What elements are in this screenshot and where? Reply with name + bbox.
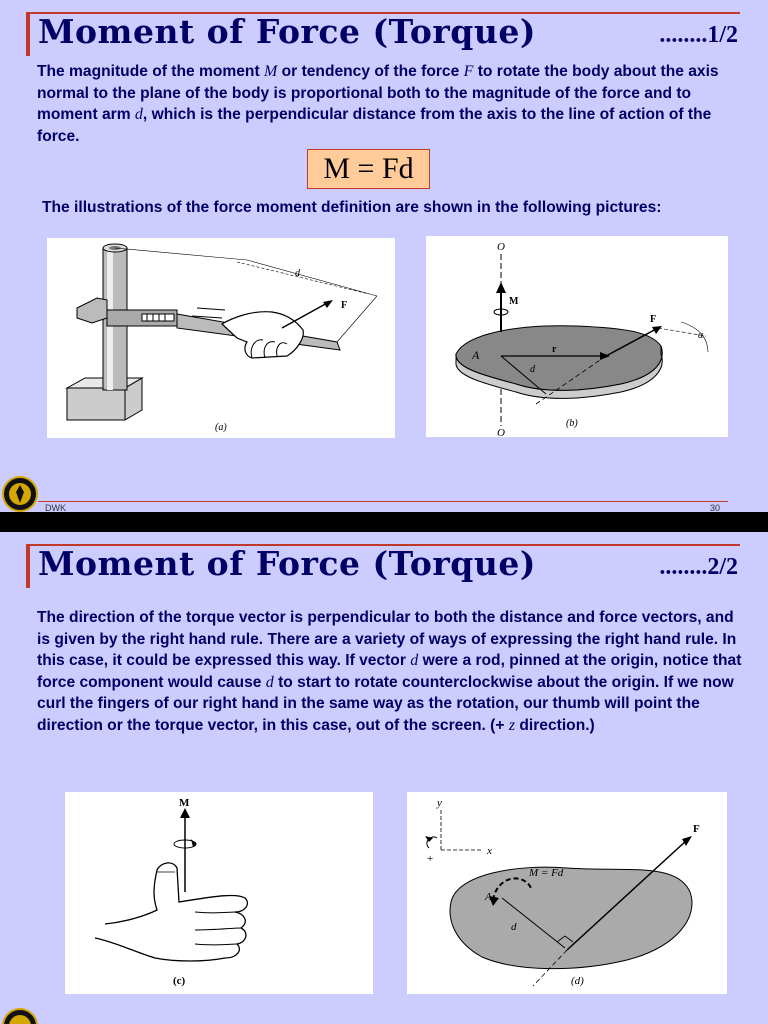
figure-d-label-mfd: M = Fd — [529, 867, 564, 879]
figure-c-label-m: M — [179, 797, 190, 809]
figure-d-label-f: F — [693, 823, 700, 835]
figure-a-label-f: F — [341, 300, 348, 311]
footer-divider — [38, 501, 728, 502]
illustration-intro: The illustrations of the force moment definition are shown in the following pictures: — [42, 199, 662, 216]
figure-b-body — [426, 236, 728, 437]
figure-b-label-a: A — [472, 348, 480, 362]
torque-formula: M = Fd — [307, 149, 430, 189]
definition-paragraph: The magnitude of the moment M or tendency of the force F to rotate the body about the axis normal to the plane of the body is proportional both to the magnitude of the force and to moment arm d, which is the perpendicular distance from the axis to the line of action of the force. — [37, 63, 719, 145]
figure-c-caption: (c) — [173, 975, 186, 987]
figure-b-label-r: r — [552, 344, 557, 355]
figure-b-label-d: d — [530, 364, 535, 375]
figure-d-caption: (d) — [571, 975, 584, 987]
figure-d-label-a: A — [485, 891, 492, 903]
figure-a-caption: (a) — [215, 422, 227, 433]
figure-d-label-y: y — [437, 797, 442, 809]
slide-title: Moment of Force (Torque) — [38, 12, 536, 51]
figure-d-body — [407, 792, 727, 994]
figure-d-label-d: d — [511, 921, 517, 933]
footer-page-number: 30 — [710, 503, 721, 512]
university-logo-icon — [2, 476, 38, 512]
figure-d-label-plus: + — [427, 853, 434, 865]
figure-b-label-f: F — [650, 314, 657, 325]
figure-b-label-alpha: α — [698, 330, 704, 341]
figure-b-label-o-top: O — [497, 241, 505, 253]
figure-c-right-hand — [65, 792, 373, 994]
right-hand-rule-paragraph: The direction of the torque vector is perpendicular to both the distance and force vectors, and is given by the right hand rule. There are a variety of ways of expressing the right hand rule. In this case, it could be expressed this way. If vector d were a rod, pinned at the origin, notice that force component would cause d to start to rotate counterclockwise about the origin. If we now curl the fingers of our right hand in the same way as the rotation, our thumb will point the direction or the torque vector, in this case, out of the screen. (+ z direction.) — [37, 609, 742, 734]
title-accent-vertical — [26, 12, 30, 56]
title-accent-vertical — [26, 544, 30, 588]
university-logo-icon — [2, 1008, 38, 1024]
slide-2 — [0, 532, 768, 1024]
figure-b-label-o-bottom: O — [497, 427, 505, 437]
slide-title: Moment of Force (Torque) — [38, 544, 536, 583]
slide-separator — [0, 512, 768, 532]
page-indicator: ........2/2 — [659, 554, 738, 580]
figure-d-label-x: x — [487, 845, 492, 857]
page-indicator: ........1/2 — [659, 22, 738, 48]
footer-author: DWK — [45, 503, 66, 512]
figure-b-label-m: M — [509, 296, 519, 307]
figure-b-caption: (b) — [566, 418, 578, 429]
figure-a-label-d: d — [295, 268, 300, 279]
figure-a-wrench — [47, 238, 395, 438]
